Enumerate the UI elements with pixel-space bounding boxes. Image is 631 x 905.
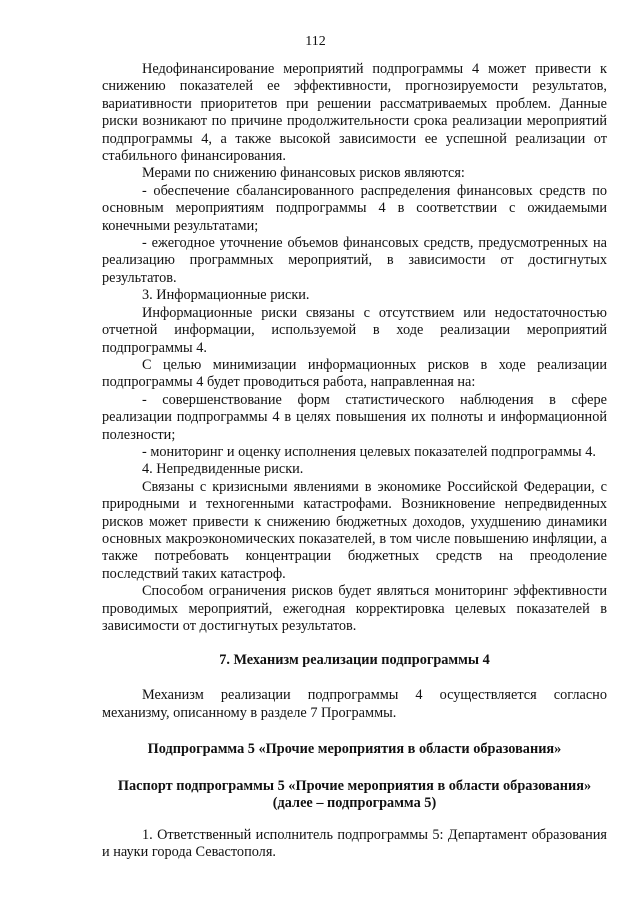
paragraph-underfunding: Недофинансирование мероприятий подпрограммы 4 может привести к снижению показателей ее эффективности, прогнозируемости результатов, вариативности приоритетов при решении рассматриваемых проблем. Данные риски возникают по причине продолжительности срока реализации мероприятий подпрограммы 4, а также высокой зависимости ее успешной реализации от стабильного финансирования. (102, 61, 607, 165)
page-number: 112 (305, 34, 326, 49)
passport-heading-line-2: (далее – подпрограмма 5) (272, 795, 437, 812)
list-item-annual-clarification: - ежегодное уточнение объемов финансовых средств, предусмотренных на реализацию программных мероприятий, в зависимости от достигнутых результатов. (102, 235, 607, 286)
subprogram-5-heading: Подпрограмма 5 «Прочие мероприятия в области образования» (147, 741, 562, 757)
list-item-monitoring: - мониторинг и оценку исполнения целевых показателей подпрограммы 4. (142, 443, 596, 460)
section-7-text: Механизм реализации подпрограммы 4 осуществляется согласно механизму, описанному в разделе 7 Программы. (102, 687, 607, 721)
paragraph-information-risks-title: 3. Информационные риски. (142, 287, 310, 304)
paragraph-minimization: С целью минимизации информационных рисков в ходе реализации подпрограммы 4 будет проводиться работа, направленная на: (102, 356, 607, 391)
passport-subprogram-5 (102, 778, 607, 813)
list-item-balanced-distribution: - обеспечение сбалансированного распределения финансовых средств по основным мероприятиям подпрограммы 4 в соответствии с ожидаемыми конечными результатами; (102, 182, 607, 234)
paragraph-information-risks: Информационные риски связаны с отсутствием или недостаточностью отчетной информации, используемой в ходе реализации мероприятий подпрограммы 4. (102, 304, 607, 356)
paragraph-unforeseen-risks: Связаны с кризисными явлениями в экономике Российской Федерации, с природными и техногенными катастрофами. Возникновение непредвиденных рисков может привести к снижению бюджетных доходов, ухудшению динамики основных макроэкономических показателей, в том числе повышению инфляции, а также потребовать концентрации бюджетных средств на преодоление последствий таких катастроф. (102, 478, 607, 582)
list-item-statistical-forms: - совершенствование форм статистического наблюдения в сфере реализации подпрограммы 4 в целях повышения их полноты и информационной полезности; (102, 391, 607, 443)
risks-section (102, 61, 607, 635)
responsible-executor-text: 1. Ответственный исполнитель подпрограммы 5: Департамент образования и науки города Севастополя. (102, 827, 607, 861)
subprogram-5 (102, 741, 607, 758)
passport-heading-line-1: Паспорт подпрограммы 5 «Прочие мероприятия в области образования» (117, 778, 592, 794)
section-7-heading: 7. Механизм реализации подпрограммы 4 (219, 652, 490, 668)
paragraph-financial-measures: Мерами по снижению финансовых рисков являются: (142, 165, 465, 182)
paragraph-unforeseen-risks-title: 4. Непредвиденные риски. (142, 461, 304, 478)
responsible-executor (102, 827, 607, 862)
paragraph-risk-limitation: Способом ограничения рисков будет являться мониторинг эффективности проводимых мероприятий, ежегодная корректировка целевых показателей в зависимости от достигнутых результатов. (102, 583, 607, 634)
section-7 (102, 652, 607, 722)
